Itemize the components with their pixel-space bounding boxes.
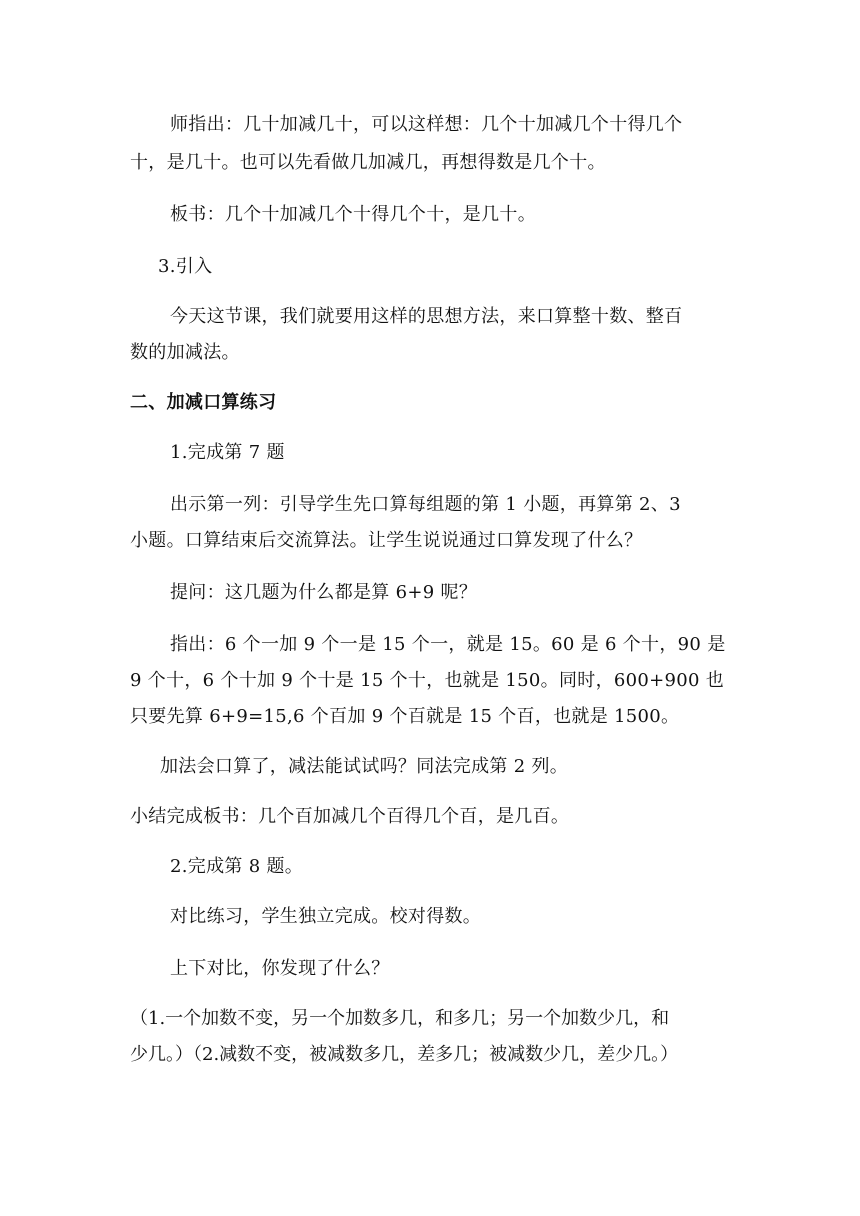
subheading-exercise-7: 1.完成第 7 题 [170,442,285,463]
paragraph-comparison-question: 上下对比，你发现了什么？ [170,958,390,979]
paragraph-intro-line-1: 今天这节课，我们就要用这样的思想方法，来口算整十数、整百 [170,306,683,327]
paragraph-explanation-line-2: 9 个十，6 个十加 9 个十是 15 个十，也就是 150。同时，600+900 也 [130,670,725,691]
subheading-introduction: 3.引入 [158,256,213,277]
section-heading-practice: 二、加减口算练习 [130,392,277,413]
paragraph-explanation-line-3: 只要先算 6+9=15,6 个百加 9 个百就是 15 个百，也就是 1500。 [130,706,680,727]
paragraph-question: 提问：这几题为什么都是算 6+9 呢？ [170,582,478,603]
paragraph-first-column-line-2: 小题。口算结束后交流算法。让学生说说通过口算发现了什么？ [130,530,643,551]
paragraph-findings-line-2: 少几。）（2.减数不变，被减数多几，差多几；被减数少几，差少几。） [130,1044,679,1065]
paragraph-teacher-point-line-2: 十，是几十。也可以先看做几加减几，再想得数是几个十。 [130,152,606,173]
subheading-exercise-8: 2.完成第 8 题。 [170,856,304,877]
paragraph-findings-line-1: （1.一个加数不变，另一个加数多几，和多几；另一个加数少几，和 [130,1008,670,1029]
paragraph-explanation-line-1: 指出：6 个一加 9 个一是 15 个一，就是 15。60 是 6 个十，90 是 [170,634,726,655]
paragraph-summary: 小结完成板书：几个百加减几个百得几个百，是几百。 [130,806,570,827]
paragraph-first-column-line-1: 出示第一列：引导学生先口算每组题的第 1 小题，再算第 2、3 [170,494,681,515]
paragraph-intro-line-2: 数的加减法。 [130,342,240,363]
paragraph-subtraction: 加法会口算了，减法能试试吗？同法完成第 2 列。 [160,756,569,777]
paragraph-board-writing: 板书：几个十加减几个十得几个十，是几十。 [170,204,536,225]
paragraph-comparison-practice: 对比练习，学生独立完成。校对得数。 [170,906,482,927]
paragraph-teacher-point-line-1: 师指出：几十加减几十，可以这样想：几个十加减几个十得几个 [170,114,683,135]
